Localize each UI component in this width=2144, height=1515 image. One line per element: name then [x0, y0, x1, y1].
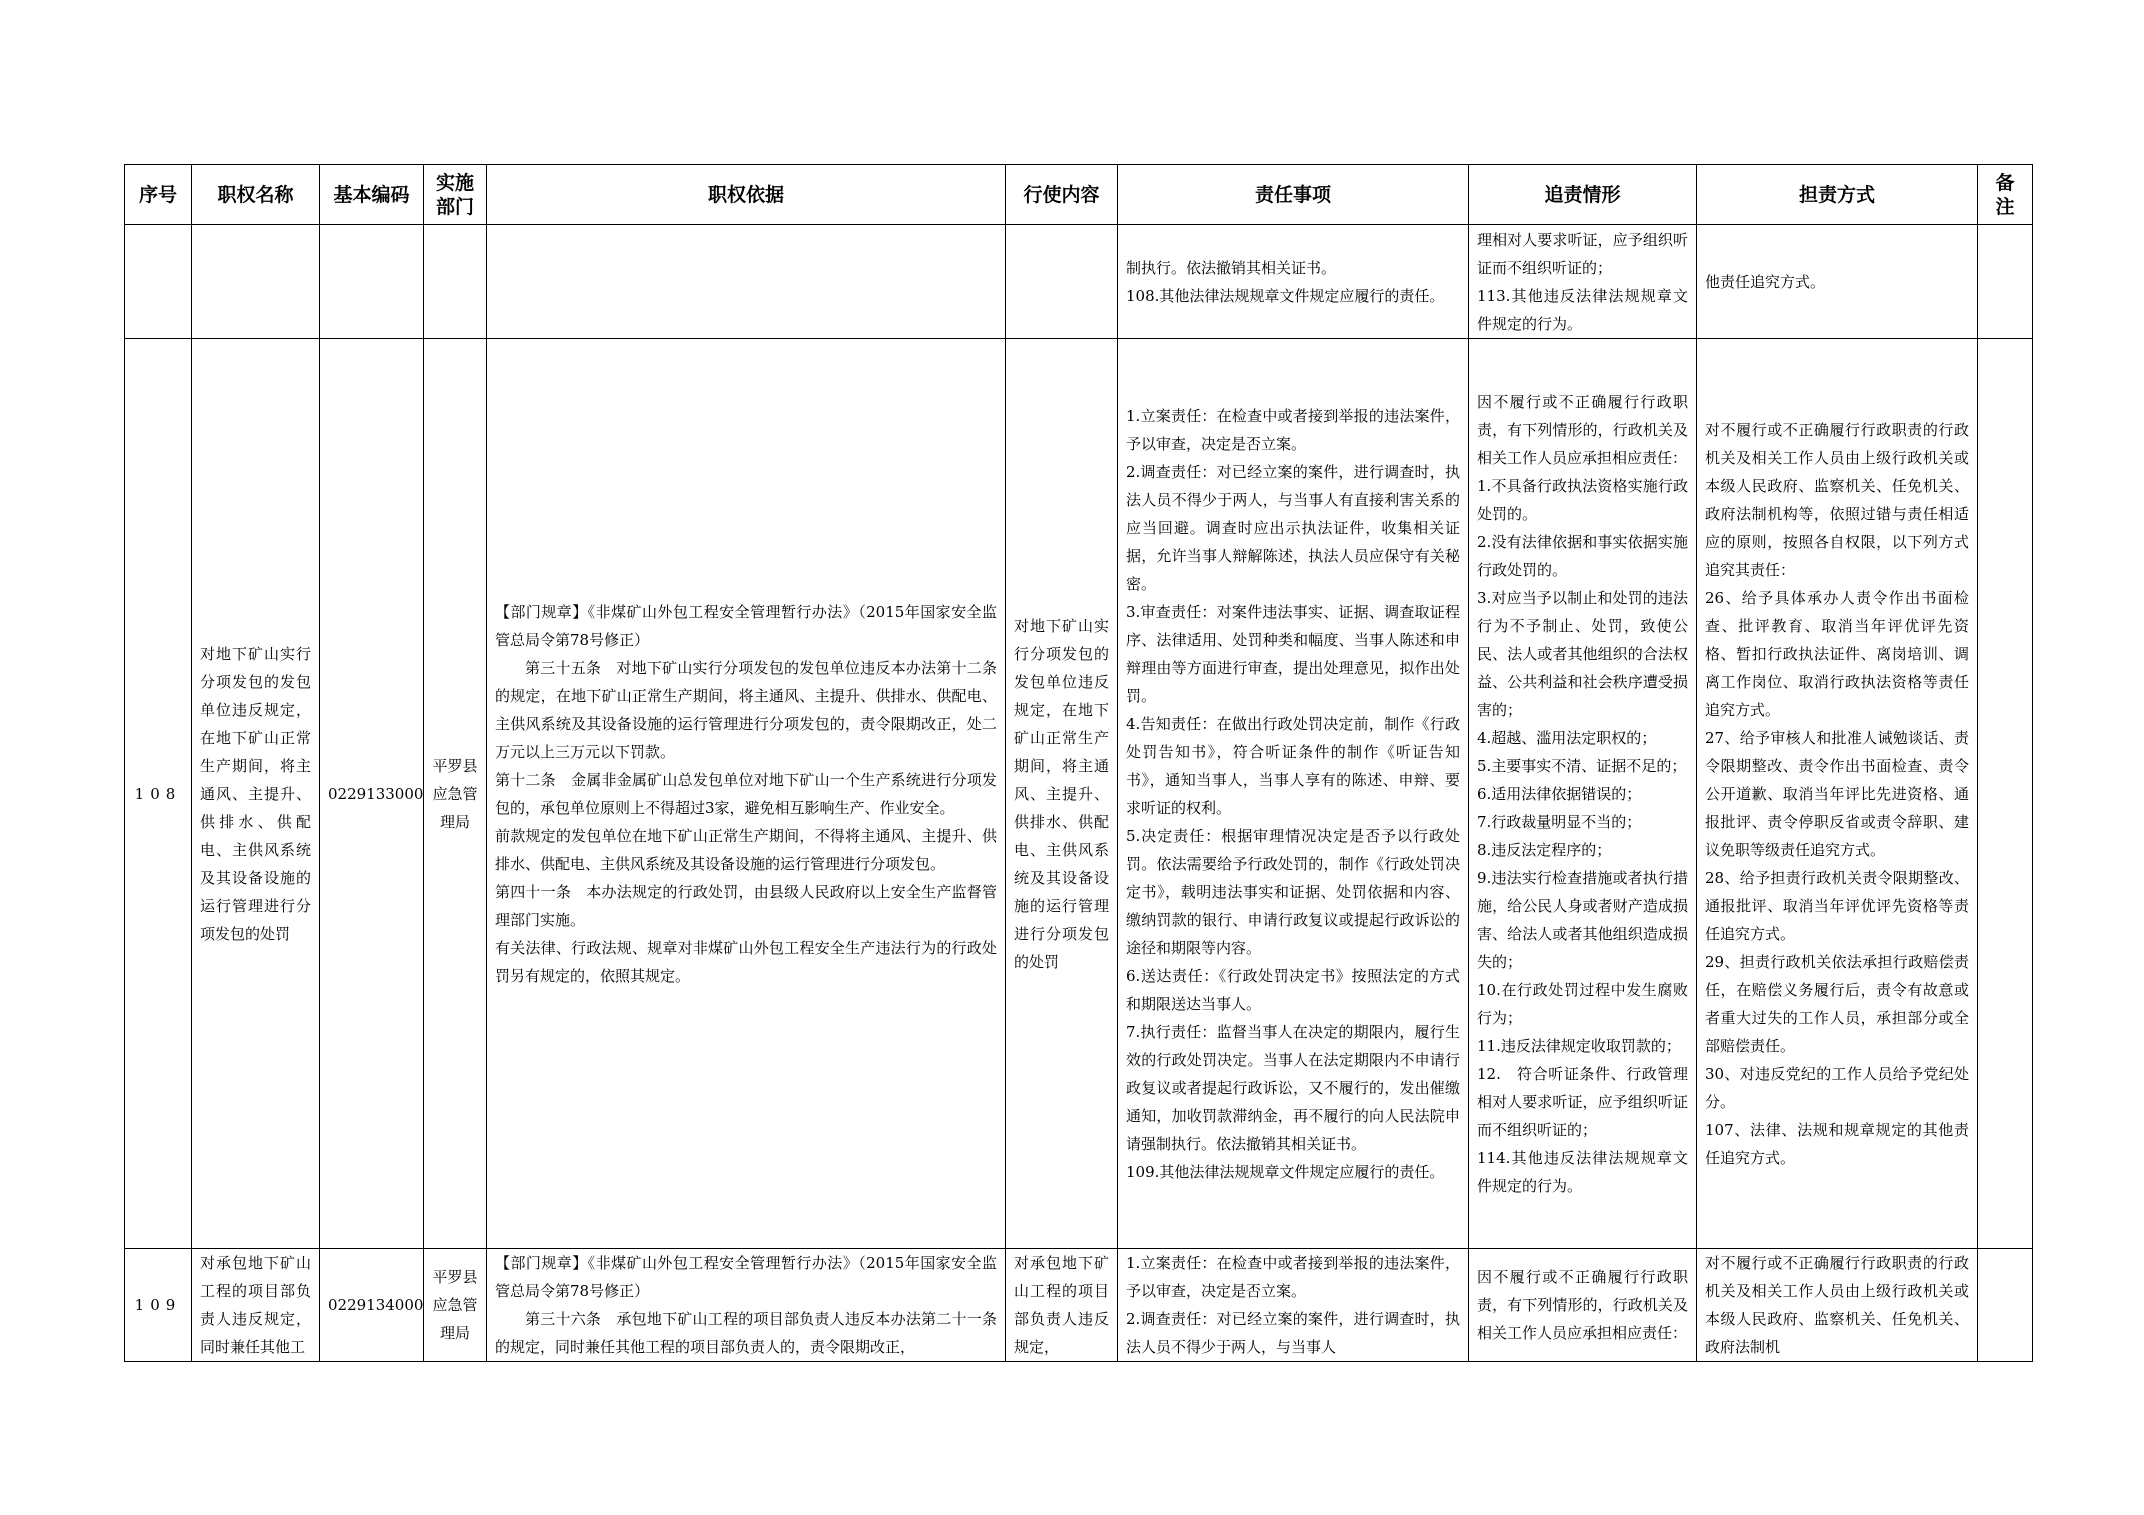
- row109-accountability-line: 因不履行或不正确履行行政职责，有下列情形的，行政机关及相关工作人员应承担相应责任：: [1477, 1268, 1688, 1342]
- row108-dept: 平罗县应急管理局: [424, 339, 487, 1249]
- row108-accountability-line: 1.不具备行政执法资格实施行政处罚的。: [1477, 476, 1688, 523]
- row108-method-line: 28、给予担责行政机关责令限期整改、通报批评、取消当年评优评先资格等责任追究方式。: [1705, 868, 1969, 943]
- table-row-109: [125, 1249, 2033, 1362]
- row108-basis-line: 前款规定的发包单位在地下矿山正常生产期间，不得将主通风、主提升、供排水、供配电、主供风系统及其设备设施的运行管理进行分项发包。: [495, 826, 997, 873]
- row109-name: 对承包地下矿山工程的项目部负责人违反规定，同时兼任其他工: [192, 1249, 320, 1362]
- row108-duty-line: 7.执行责任：监督当事人在决定的期限内，履行生效的行政处罚决定。当事人在法定期限内不申请行政复议或者提起行政诉讼，又不履行的，发出催缴通知，加收罚款滞纳金，再不履行的向人民法院申请强制执行。依法撤销其相关证书。: [1126, 1022, 1460, 1153]
- row108-method-line: 27、给予审核人和批准人诫勉谈话、责令限期整改、责令作出书面检查、责令公开道歉、取消当年评比先进资格、通报批评、责令停职反省或责令辞职、建议免职等级责任追究方式。: [1705, 728, 1969, 859]
- header-code: 基本编码: [320, 165, 424, 225]
- row109-basis-line: 【部门规章】《非煤矿山外包工程安全管理暂行办法》（2015年国家安全监管总局令第78号修正）: [495, 1254, 997, 1300]
- row108-method: [1697, 339, 1978, 1249]
- row108-accountability-line: 10.在行政处罚过程中发生腐败行为；: [1477, 980, 1688, 1027]
- row108-seq: 108: [125, 339, 192, 1249]
- row109-remark: [1978, 1249, 2033, 1362]
- row108-accountability-line: 11.违反法律规定收取罚款的；: [1477, 1036, 1681, 1055]
- row108-duty-line: 3.审查责任：对案件违法事实、证据、调查取证程序、法律适用、处罚种类和幅度、当事人陈述和申辩理由等方面进行审查，提出处理意见，拟作出处罚。: [1126, 602, 1460, 705]
- row109-duty: [1118, 1249, 1469, 1362]
- row109-method-line: 对不履行或不正确履行行政职责的行政机关及相关工作人员由上级行政机关或本级人民政府、监察机关、任免机关、政府法制机: [1705, 1254, 1969, 1356]
- row108-duty-line: 6.送达责任：《行政处罚决定书》按照法定的方式和期限送达当事人。: [1126, 966, 1460, 1013]
- cont-accountability-line: 113.其他违反法律法规规章文件规定的行为。: [1477, 286, 1688, 333]
- row108-accountability: [1469, 339, 1697, 1249]
- row108-accountability-line: 3.对应当予以制止和处罚的违法行为不予制止、处罚，致使公民、法人或者其他组织的合法权益、公共利益和社会秩序遭受损害的；: [1477, 588, 1688, 719]
- table-row-continued: [125, 225, 2033, 339]
- cont-method-cell: [1697, 225, 1978, 339]
- row108-method-line: 29、担责行政机关依法承担行政赔偿责任，在赔偿义务履行后，责令有故意或者重大过失的工作人员，承担部分或全部赔偿责任。: [1705, 952, 1969, 1055]
- header-basis: 职权依据: [487, 165, 1006, 225]
- table-header-row: [125, 165, 2033, 225]
- row108-duty-line: 109.其他法律法规规章文件规定应履行的责任。: [1126, 1162, 1445, 1181]
- row108-content: 对地下矿山实行分项发包的发包单位违反规定，在地下矿山正常生产期间，将主通风、主提升、供排水、供配电、主供风系统及其设备设施的运行管理进行分项发包的处罚: [1006, 339, 1118, 1249]
- header-content: 行使内容: [1006, 165, 1118, 225]
- header-dept: 实施部门: [424, 165, 487, 225]
- row109-dept: 平罗县应急管理局: [424, 1249, 487, 1362]
- row108-basis: [487, 339, 1006, 1249]
- row108-duty-line: 5.决定责任：根据审理情况决定是否予以行政处罚。依法需要给予行政处罚的，制作《行政处罚决定书》，载明违法事实和证据、处罚依据和内容、缴纳罚款的银行、申请行政复议或提起行政诉讼的途径和期限等内容。: [1126, 826, 1460, 957]
- row109-method: [1697, 1249, 1978, 1362]
- row109-duty-line: 1.立案责任：在检查中或者接到举报的违法案件，予以审查，决定是否立案。: [1126, 1254, 1460, 1300]
- header-remark: 备注: [1978, 165, 2033, 225]
- cont-accountability-line: 理相对人要求听证，应予组织听证而不组织听证的；: [1477, 230, 1688, 277]
- cont-accountability-cell: [1469, 225, 1697, 339]
- cont-duty-cell: [1118, 225, 1469, 339]
- header-method: 担责方式: [1697, 165, 1978, 225]
- row108-accountability-line: 4.超越、滥用法定职权的；: [1477, 728, 1657, 747]
- row109-content: 对承包地下矿山工程的项目部负责人违反规定，: [1006, 1249, 1118, 1362]
- row108-method-line: 对不履行或不正确履行行政职责的行政机关及相关工作人员由上级行政机关或本级人民政府、监察机关、任免机关、政府法制机构等，依照过错与责任相适应的原则，按照各自权限，以下列方式追究其责任：: [1705, 420, 1969, 579]
- row108-duty-line: 1.立案责任：在检查中或者接到举报的违法案件，予以审查，决定是否立案。: [1126, 406, 1460, 453]
- row108-basis-line: 第十二条 金属非金属矿山总发包单位对地下矿山一个生产系统进行分项发包的，承包单位原则上不得超过3家，避免相互影响生产、作业安全。: [495, 770, 997, 817]
- row108-basis-line: 第四十一条 本办法规定的行政处罚，由县级人民政府以上安全生产监督管理部门实施。: [495, 882, 997, 929]
- row108-code: 0229133000: [320, 339, 424, 1249]
- row108-accountability-line: 12. 符合听证条件、行政管理相对人要求听证，应予组织听证而不组织听证的；: [1477, 1064, 1688, 1139]
- row108-duty: [1118, 339, 1469, 1249]
- row108-accountability-line: 因不履行或不正确履行行政职责，有下列情形的，行政机关及相关工作人员应承担相应责任：: [1477, 392, 1688, 467]
- row108-accountability-line: 6.适用法律依据错误的；: [1477, 784, 1642, 803]
- row109-code: 0229134000: [320, 1249, 424, 1362]
- cont-duty-line: 制执行。依法撤销其相关证书。: [1126, 258, 1337, 277]
- cont-method-line: 他责任追究方式。: [1705, 272, 1826, 291]
- row108-accountability-line: 114.其他违反法律法规规章文件规定的行为。: [1477, 1148, 1688, 1195]
- cont-duty-line: 108.其他法律法规规章文件规定应履行的责任。: [1126, 286, 1445, 305]
- row108-duty-line: 2.调查责任：对已经立案的案件，进行调查时，执法人员不得少于两人，与当事人有直接利害关系的应当回避。调查时应出示执法证件，收集相关证据，允许当事人辩解陈述，执法人员应保守有关秘密。: [1126, 462, 1460, 593]
- row108-method-line: 107、法律、法规和规章规定的其他责任追究方式。: [1705, 1120, 1969, 1167]
- row109-duty-line: 2.调查责任：对已经立案的案件，进行调查时，执法人员不得少于两人，与当事人: [1126, 1310, 1460, 1356]
- row108-accountability-line: 8.违反法定程序的；: [1477, 840, 1612, 859]
- row109-seq: 109: [125, 1249, 192, 1362]
- row108-basis-line: 【部门规章】《非煤矿山外包工程安全管理暂行办法》（2015年国家安全监管总局令第78号修正）: [495, 602, 997, 649]
- header-duty: 责任事项: [1118, 165, 1469, 225]
- row108-accountability-line: 5.主要事实不清、证据不足的；: [1477, 756, 1687, 775]
- row108-basis-line: 第三十五条 对地下矿山实行分项发包的发包单位违反本办法第十二条的规定，在地下矿山正常生产期间，将主通风、主提升、供排水、供配电、主供风系统及其设备设施的运行管理进行分项发包的，责令限期改正，处二万元以上三万元以下罚款。: [495, 658, 997, 761]
- header-name: 职权名称: [192, 165, 320, 225]
- row108-method-line: 30、对违反党纪的工作人员给予党纪处分。: [1705, 1064, 1969, 1111]
- row109-basis-line: 第三十六条 承包地下矿山工程的项目部负责人违反本办法第二十一条的规定，同时兼任其他工程的项目部负责人的，责令限期改正，: [495, 1310, 997, 1356]
- row108-method-line: 26、给予具体承办人责令作出书面检查、批评教育、取消当年评优评先资格、暂扣行政执法证件、离岗培训、调离工作岗位、取消行政执法资格等责任追究方式。: [1705, 588, 1969, 719]
- row108-duty-line: 4.告知责任：在做出行政处罚决定前，制作《行政处罚告知书》，符合听证条件的制作《听证告知书》，通知当事人，当事人享有的陈述、申辩、要求听证的权利。: [1126, 714, 1460, 817]
- row108-remark: [1978, 339, 2033, 1249]
- row108-basis-line: 有关法律、行政法规、规章对非煤矿山外包工程安全生产违法行为的行政处罚另有规定的，依照其规定。: [495, 938, 997, 985]
- row108-name: 对地下矿山实行分项发包的发包单位违反规定，在地下矿山正常生产期间，将主通风、主提升、供排水、供配电、主供风系统及其设备设施的运行管理进行分项发包的处罚: [192, 339, 320, 1249]
- authority-table: [124, 164, 2033, 1362]
- row108-accountability-line: 7.行政裁量明显不当的；: [1477, 812, 1642, 831]
- header-accountability: 追责情形: [1469, 165, 1697, 225]
- table-row-108: [125, 339, 2033, 1249]
- header-seq: 序号: [125, 165, 192, 225]
- row109-basis: [487, 1249, 1006, 1362]
- row109-accountability: [1469, 1249, 1697, 1362]
- row108-accountability-line: 9.违法实行检查措施或者执行措施，给公民人身或者财产造成损害、给法人或者其他组织造成损失的；: [1477, 868, 1688, 971]
- row108-accountability-line: 2.没有法律依据和事实依据实施行政处罚的。: [1477, 532, 1688, 579]
